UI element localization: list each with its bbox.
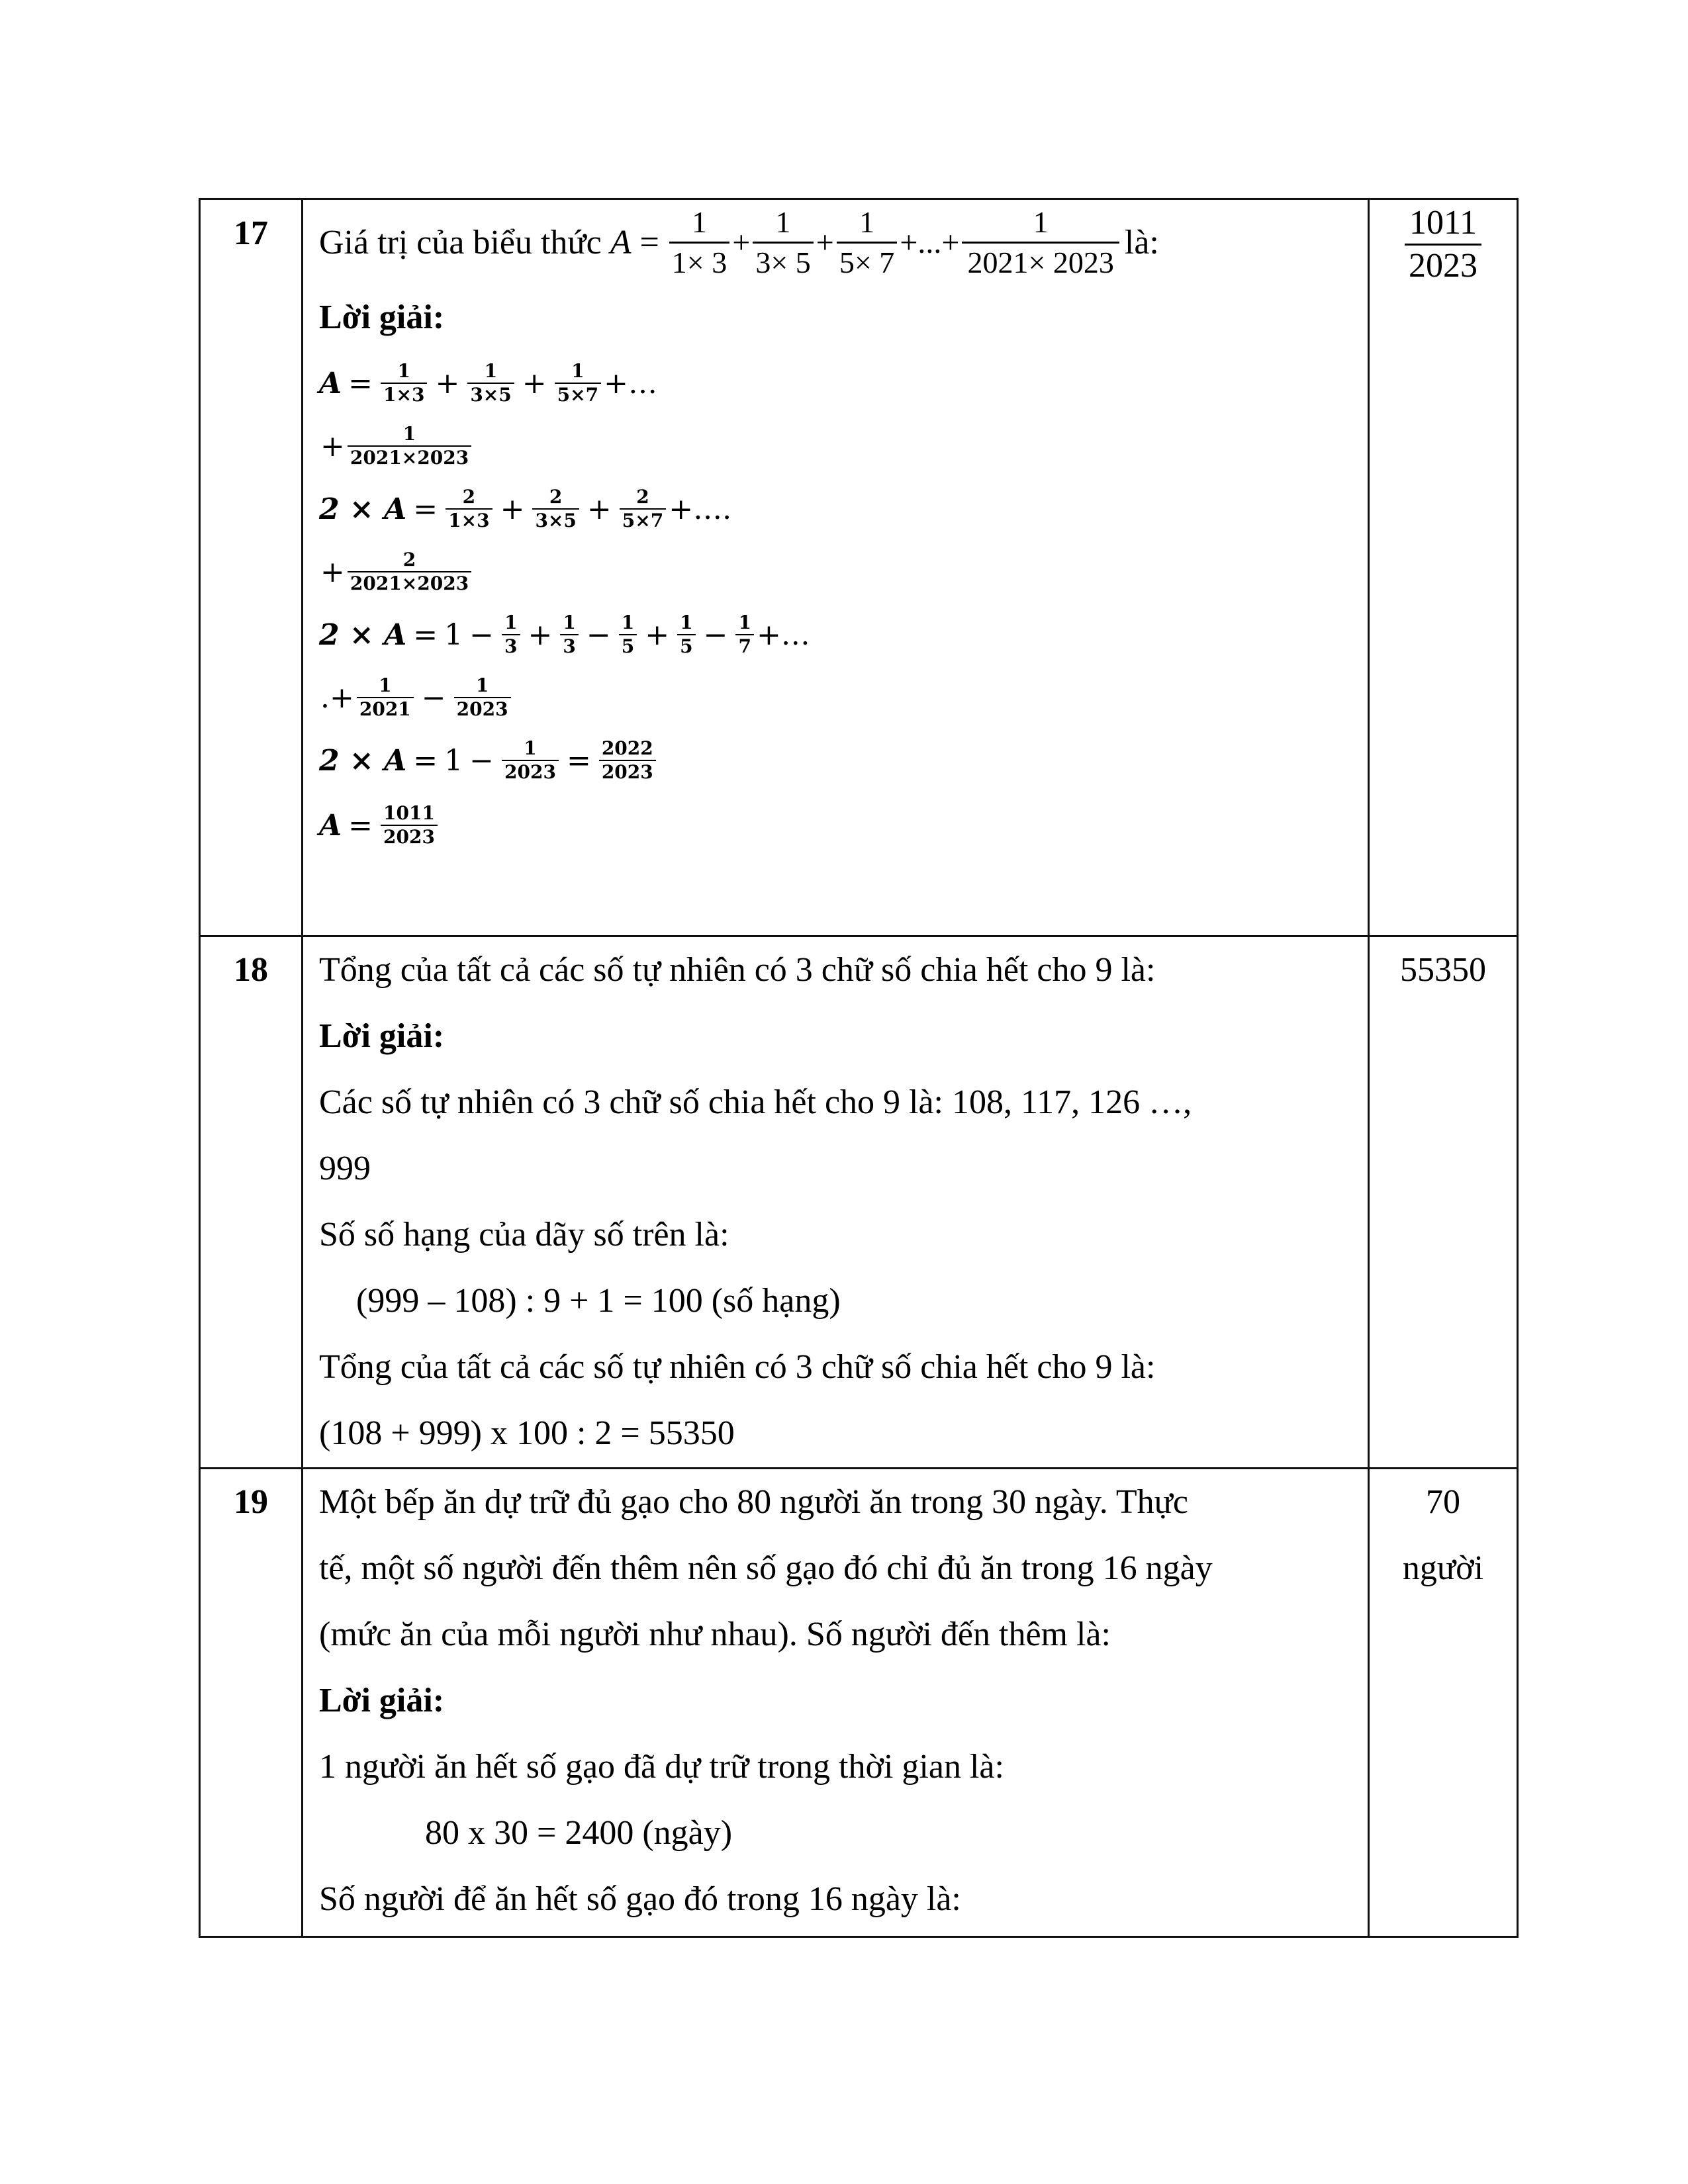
denominator: 1× 3 (669, 242, 729, 282)
denominator: 1×3 (381, 383, 427, 406)
fraction (532, 486, 579, 532)
denominator: 2021 (357, 697, 414, 721)
answer-cell (1369, 936, 1518, 1469)
fraction-term-2 (753, 203, 813, 282)
numerator: 1 (402, 423, 416, 445)
minus-sign: − (586, 617, 611, 652)
denominator: 2023 (502, 760, 559, 784)
numerator: 1 (524, 737, 537, 759)
fraction (348, 549, 471, 595)
question-number: 19 (234, 1483, 268, 1521)
math-line-3 (319, 477, 1356, 541)
answer-denominator: 2023 (1405, 244, 1481, 287)
numerator: 2 (462, 486, 476, 508)
fraction (502, 737, 559, 784)
numerator: 1 (738, 612, 751, 633)
fraction (357, 674, 414, 721)
math-lhs: A (319, 808, 342, 842)
fraction (502, 612, 520, 658)
fraction (735, 612, 753, 658)
answer-numerator: 1011 (1409, 204, 1477, 242)
math-lhs: 2 × A (319, 492, 407, 526)
numerator: 1 (563, 612, 576, 633)
plus-sign: + (522, 366, 547, 400)
question-number-cell (200, 936, 303, 1469)
fraction (381, 802, 438, 848)
fraction (381, 360, 427, 406)
fraction (454, 674, 511, 721)
fraction-term-3 (837, 203, 897, 282)
minus-sign: − (421, 680, 446, 715)
plus-sign: + (586, 492, 612, 526)
denominator: 3×5 (532, 508, 579, 532)
question-number-cell (200, 199, 303, 936)
plus-sign: + (435, 366, 460, 400)
math-lhs: 2 × A (319, 743, 407, 778)
numerator: 2 (636, 486, 649, 508)
fraction (677, 612, 695, 658)
plus-sign: + (320, 555, 345, 589)
equals-sign: = (348, 366, 373, 400)
denominator: 5×7 (555, 383, 601, 406)
plus-sign: + (320, 429, 345, 463)
solution-line: 999 (319, 1150, 371, 1187)
numerator: 1 (680, 612, 693, 633)
number-one: 1 (444, 743, 463, 778)
continuation-plus: .+ (320, 680, 354, 715)
denominator: 2023 (454, 697, 511, 721)
question-prefix: Giá trị của biểu thức (319, 223, 610, 261)
fraction-term-1 (669, 203, 729, 282)
answer-cell (1369, 199, 1518, 936)
fraction (599, 737, 656, 784)
denominator: 2021× 2023 (962, 242, 1119, 282)
math-line-8 (319, 793, 1356, 858)
denominator: 2021×2023 (348, 445, 471, 469)
math-line-1 (319, 351, 1356, 416)
math-lhs: 2 × A (319, 617, 407, 652)
numerator: 1 (1033, 205, 1049, 239)
numerator: 1 (475, 674, 489, 696)
variable-a: A (610, 223, 632, 261)
table-row-18 (200, 936, 1518, 1469)
denominator: 3× 5 (753, 242, 813, 282)
equals-sign: = (631, 223, 668, 261)
plus-sign: + (528, 617, 553, 652)
fraction (467, 360, 514, 406)
numerator: 1 (571, 360, 585, 382)
numerator: 2022 (601, 737, 653, 759)
ellipsis: +...+ (900, 224, 960, 260)
question-content-cell (303, 199, 1369, 936)
fraction (445, 486, 492, 532)
plus-sign: + (645, 617, 670, 652)
answer-unit: người (1402, 1549, 1484, 1587)
solution-line: (999 – 108) : 9 + 1 = 100 (số hạng) (356, 1282, 841, 1320)
fraction (560, 612, 578, 658)
solution-line: Số người để ăn hết số gạo đó trong 16 ngày là: (319, 1880, 961, 1918)
solution-line: Số số hạng của dãy số trên là: (319, 1216, 729, 1253)
denominator: 5×7 (620, 508, 666, 532)
numerator: 1 (775, 205, 791, 239)
solution-line: 1 người ăn hết số gạo đã dự trữ trong thời gian là: (319, 1748, 1004, 1786)
numerator: 1 (379, 674, 392, 696)
denominator: 5 (677, 634, 695, 658)
answer-value: 70 (1426, 1483, 1460, 1521)
solution-label: Lời giải: (319, 298, 445, 336)
question-text: Một bếp ăn dự trữ đủ gạo cho 80 người ăn trong 30 ngày. Thực (319, 1483, 1188, 1521)
ellipsis: +… (604, 366, 657, 400)
math-line-6 (319, 667, 1356, 728)
answer-table (199, 198, 1519, 1938)
denominator: 2023 (381, 825, 438, 848)
numerator: 1011 (383, 802, 435, 824)
solution-label: Lời giải: (319, 1682, 445, 1719)
question-number: 18 (234, 951, 268, 989)
question-suffix: là: (1124, 223, 1159, 261)
table-row-17 (200, 199, 1518, 936)
question-content-cell (303, 936, 1369, 1469)
numerator: 1 (692, 205, 708, 239)
denominator: 5× 7 (837, 242, 897, 282)
fraction (348, 423, 471, 469)
equals-sign: = (566, 743, 591, 778)
minus-sign: − (469, 617, 494, 652)
ellipsis: +…. (669, 492, 732, 526)
plus-sign: + (500, 492, 525, 526)
math-lhs: A (319, 366, 342, 400)
equals-sign: = (413, 743, 438, 778)
question-text: Tổng của tất cả các số tự nhiên có 3 chữ số chia hết cho 9 là: (319, 951, 1156, 989)
plus-sign: + (732, 224, 751, 260)
answer-fraction (1405, 203, 1481, 287)
denominator: 3×5 (467, 383, 514, 406)
denominator: 2021×2023 (348, 571, 471, 595)
equals-sign: = (413, 617, 438, 652)
plus-sign: + (816, 224, 834, 260)
table-row-19 (200, 1469, 1518, 1937)
fraction (555, 360, 601, 406)
answer-value: 55350 (1400, 951, 1486, 989)
denominator: 3 (560, 634, 578, 658)
numerator: 1 (504, 612, 518, 633)
math-line-7 (319, 728, 1356, 793)
question-text: tế, một số người đến thêm nên số gạo đó chỉ đủ ăn trong 16 ngày (319, 1549, 1213, 1587)
fraction (620, 486, 666, 532)
math-line-2 (319, 416, 1356, 477)
fraction (619, 612, 637, 658)
solution-line: 80 x 30 = 2400 (ngày) (425, 1814, 733, 1852)
numerator: 1 (621, 612, 635, 633)
question-content-cell (303, 1469, 1369, 1937)
answer-cell (1369, 1469, 1518, 1937)
numerator: 1 (484, 360, 498, 382)
denominator: 1×3 (445, 508, 492, 532)
numerator: 1 (859, 205, 875, 239)
fraction-term-last (962, 203, 1119, 282)
denominator: 2023 (599, 760, 656, 784)
question-text: (mức ăn của mỗi người như nhau). Số người đến thêm là: (319, 1615, 1111, 1653)
question-number-cell (200, 1469, 303, 1937)
numerator: 1 (397, 360, 410, 382)
solution-label: Lời giải: (319, 1017, 445, 1055)
denominator: 3 (502, 634, 520, 658)
equals-sign: = (413, 492, 438, 526)
solution-line: Các số tự nhiên có 3 chữ số chia hết cho 9 là: 108, 117, 126 …, (319, 1083, 1192, 1121)
minus-sign: − (469, 743, 494, 778)
question-text (319, 200, 1356, 285)
solution-line: (108 + 999) x 100 : 2 = 55350 (319, 1414, 735, 1452)
solution-line: Tổng của tất cả các số tự nhiên có 3 chữ số chia hết cho 9 là: (319, 1348, 1156, 1386)
denominator: 5 (619, 634, 637, 658)
ellipsis: +… (756, 617, 810, 652)
number-one: 1 (444, 617, 463, 652)
question-number: 17 (234, 214, 268, 252)
numerator: 2 (402, 549, 416, 570)
math-line-5 (319, 602, 1356, 667)
numerator: 2 (549, 486, 563, 508)
math-line-4 (319, 541, 1356, 602)
denominator: 7 (735, 634, 753, 658)
equals-sign: = (348, 808, 373, 842)
minus-sign: − (703, 617, 728, 652)
